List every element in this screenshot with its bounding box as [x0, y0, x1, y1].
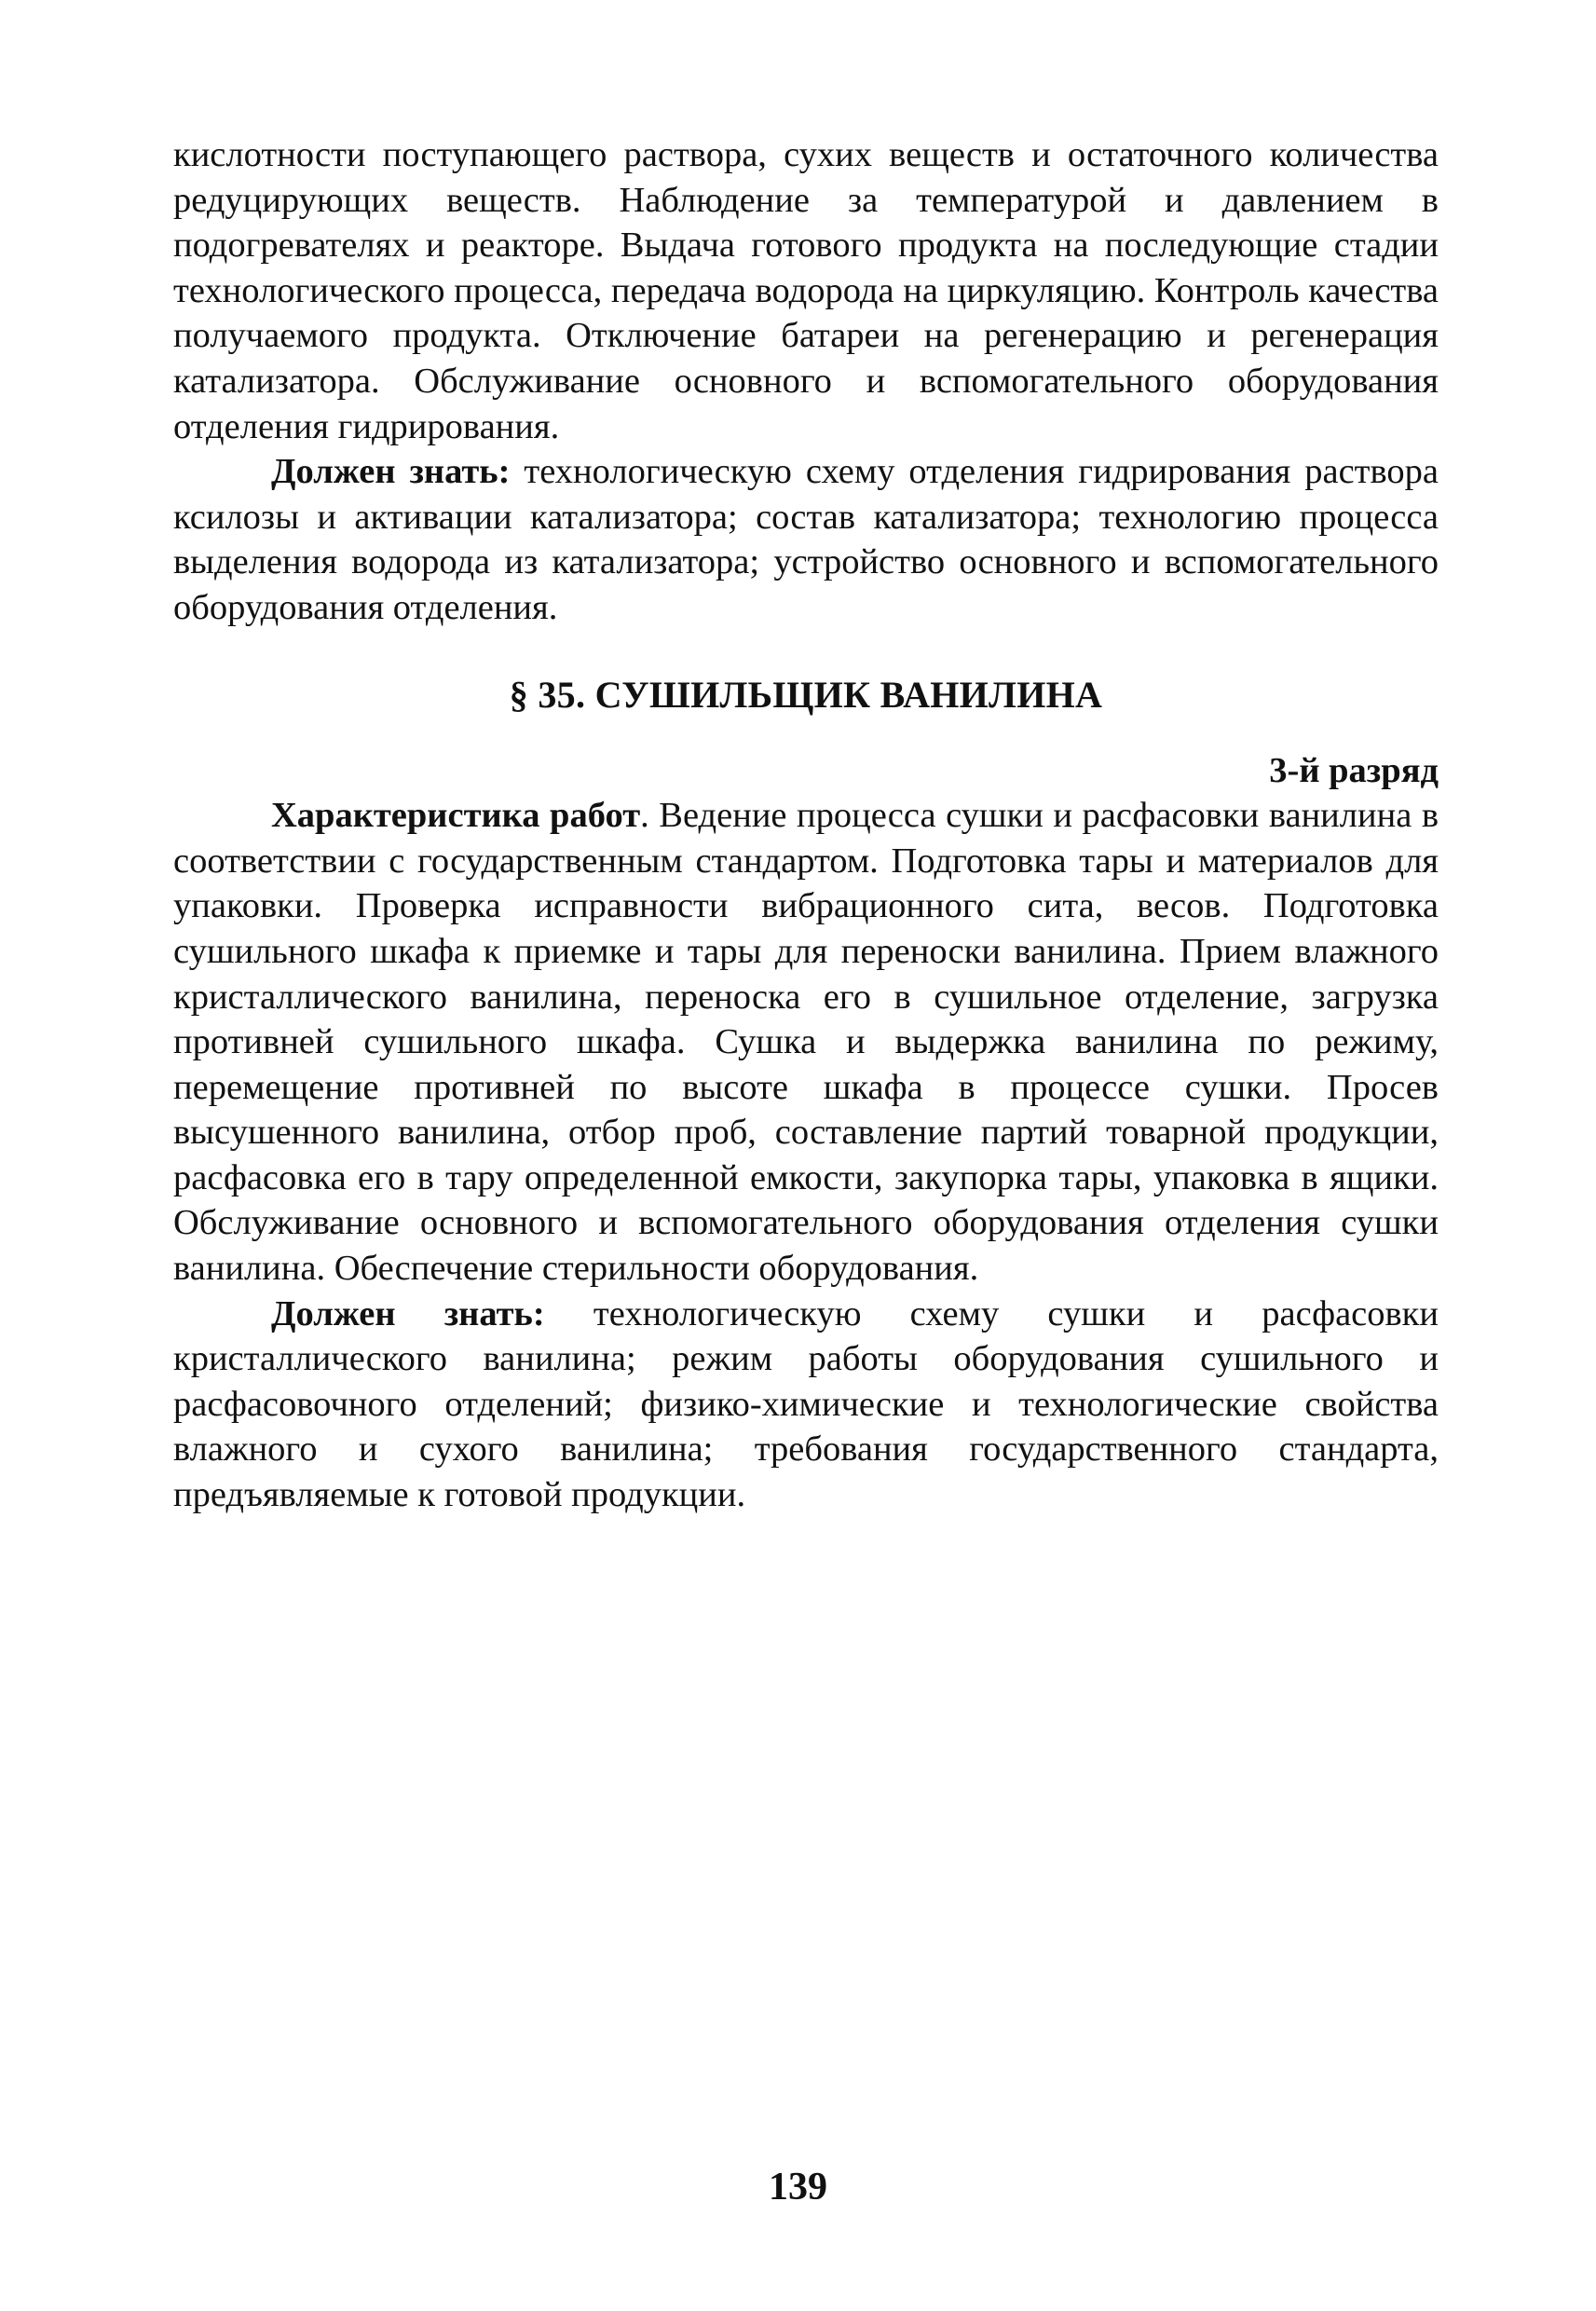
- page-number: 139: [769, 2166, 827, 2208]
- section-title: § 35. СУШИЛЬЩИК ВАНИЛИНА: [509, 673, 1103, 716]
- prev-knowledge-text: технологическую схему отделения гидрирования раствора ксилозы и активации катализатора; состав катализатора; технологию процесса выделения водорода из катализатора; устройство основного и вспомогательного оборудования отделения.: [173, 452, 1439, 627]
- continuation-paragraph: [173, 132, 1439, 449]
- knowledge-label: Должен знать:: [271, 1293, 545, 1333]
- characteristics-paragraph: [173, 793, 1439, 1292]
- prev-knowledge-label: Должен знать:: [271, 452, 511, 492]
- prev-knowledge-paragraph: [173, 449, 1439, 630]
- characteristics-text: . Ведение процесса сушки и расфасовки ванилина в соответствии с государственным стандартом. Подготовка тары и материалов для упаковки. Проверка исправности вибрационного сита, весов. Подготовка сушильного шкафа к приемке и тары для переноски ванилина. Прием влажного кристаллического ванилина, переноска его в сушильное отделение, загрузка противней сушильного шкафа. Сушка и выдержка ванилина по режиму, перемещение противней по высоте шкафа в процессе сушки. Просев высушенного ванилина, отбор проб, составление партий товарной продукции, расфасовка его в тару определенной емкости, закупорка тары, упаковка в ящики. Обслуживание основного и вспомогательного оборудования отделения сушки ванилина. Обеспечение стерильности оборудования.: [173, 796, 1439, 1289]
- knowledge-paragraph: [173, 1292, 1439, 1518]
- knowledge-text: технологическую схему сушки и расфасовки кристаллического ванилина; режим работы оборудования сушильного и расфасовочного отделений; физико-химические и технологические свойства влажного и сухого ванилина; требования государственного стандарта, предъявляемые к готовой продукции.: [173, 1293, 1439, 1515]
- page-body: [173, 132, 1439, 1518]
- characteristics-label: Характеристика работ: [271, 796, 641, 836]
- continuation-text: кислотности поступающего раствора, сухих веществ и остаточного количества редуцирующих веществ. Наблюдение за температурой и давлением в подогревателях и реакторе. Выдача готового продукта на последующие стадии технологического процесса, передача водорода на циркуляцию. Контроль качества получаемого продукта. Отключение батареи на регенерацию и регенерация катализатора. Обслуживание основного и вспомогательного оборудования отделения гидрирования.: [173, 135, 1439, 446]
- grade-label: 3-й разряд: [1269, 750, 1439, 790]
